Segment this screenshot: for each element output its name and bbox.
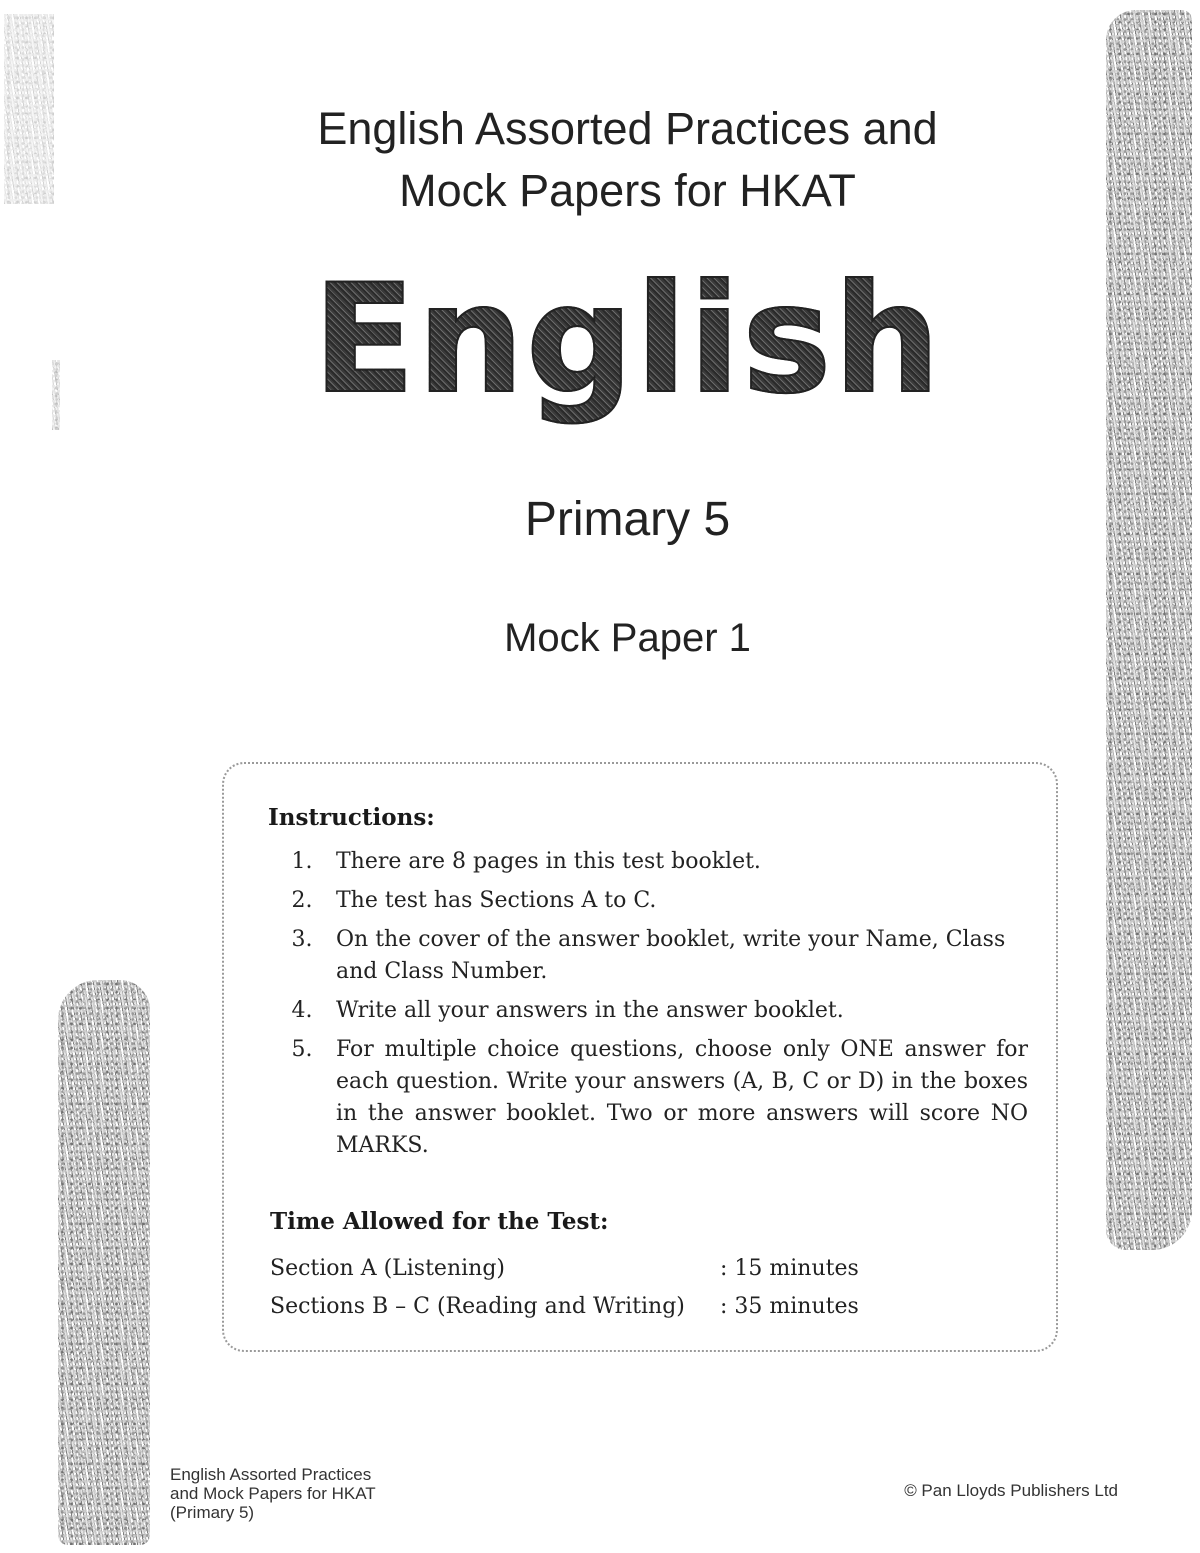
level-heading: Primary 5 <box>524 493 731 546</box>
time-row-label: Sections B – C (Reading and Writing) <box>270 1294 685 1319</box>
instruction-number: 1. <box>291 849 313 874</box>
instructions-list <box>268 846 1028 1169</box>
time-row-listening <box>270 1254 859 1284</box>
instruction-text: The test has Sections A to C. <box>336 888 657 913</box>
instruction-number: 2. <box>291 888 313 913</box>
instruction-text: On the cover of the answer booklet, write your Name, Class and Class Number. <box>336 927 1006 984</box>
instruction-text: There are 8 pages in this test booklet. <box>336 849 761 874</box>
instruction-text: For multiple choice questions, choose only ONE answer for each question. Write your answers (A, B, C or D) in the boxes in the answer booklet. Two or more answers will score NO MARKS. <box>336 1037 1028 1158</box>
footer-line-2: and Mock Papers for HKAT <box>170 1484 376 1503</box>
instructions-heading: Instructions: <box>268 804 435 831</box>
scan-edge-texture-left <box>58 980 150 1545</box>
footer-copyright: © Pan Lloyds Publishers Ltd <box>904 1481 1118 1500</box>
book-title-line-2: Mock Papers for HKAT <box>399 165 856 216</box>
instruction-number: 3. <box>291 927 313 952</box>
book-title <box>0 98 1200 222</box>
instruction-item <box>268 924 1028 988</box>
time-allowed-heading: Time Allowed for the Test: <box>270 1208 609 1235</box>
footer-line-3: (Primary 5) <box>170 1503 255 1522</box>
instruction-text: Write all your answers in the answer booklet. <box>336 998 844 1023</box>
subject-heading: English <box>0 250 1200 430</box>
instruction-item <box>268 1034 1028 1162</box>
book-title-line-1: English Assorted Practices and <box>317 103 938 154</box>
footer-line-1: English Assorted Practices <box>170 1465 372 1484</box>
instruction-item <box>268 995 1028 1027</box>
instruction-number: 5. <box>291 1037 313 1062</box>
time-row-reading-writing <box>270 1292 859 1322</box>
time-row-value: : 35 minutes <box>720 1294 859 1319</box>
instructions-box <box>222 762 1058 1352</box>
time-row-label: Section A (Listening) <box>270 1256 505 1281</box>
instruction-item <box>268 846 1028 878</box>
instruction-number: 4. <box>291 998 313 1023</box>
time-row-value: : 15 minutes <box>720 1256 859 1281</box>
footer-book-info <box>170 1465 376 1522</box>
instruction-item <box>268 885 1028 917</box>
paper-heading: Mock Paper 1 <box>504 616 751 660</box>
